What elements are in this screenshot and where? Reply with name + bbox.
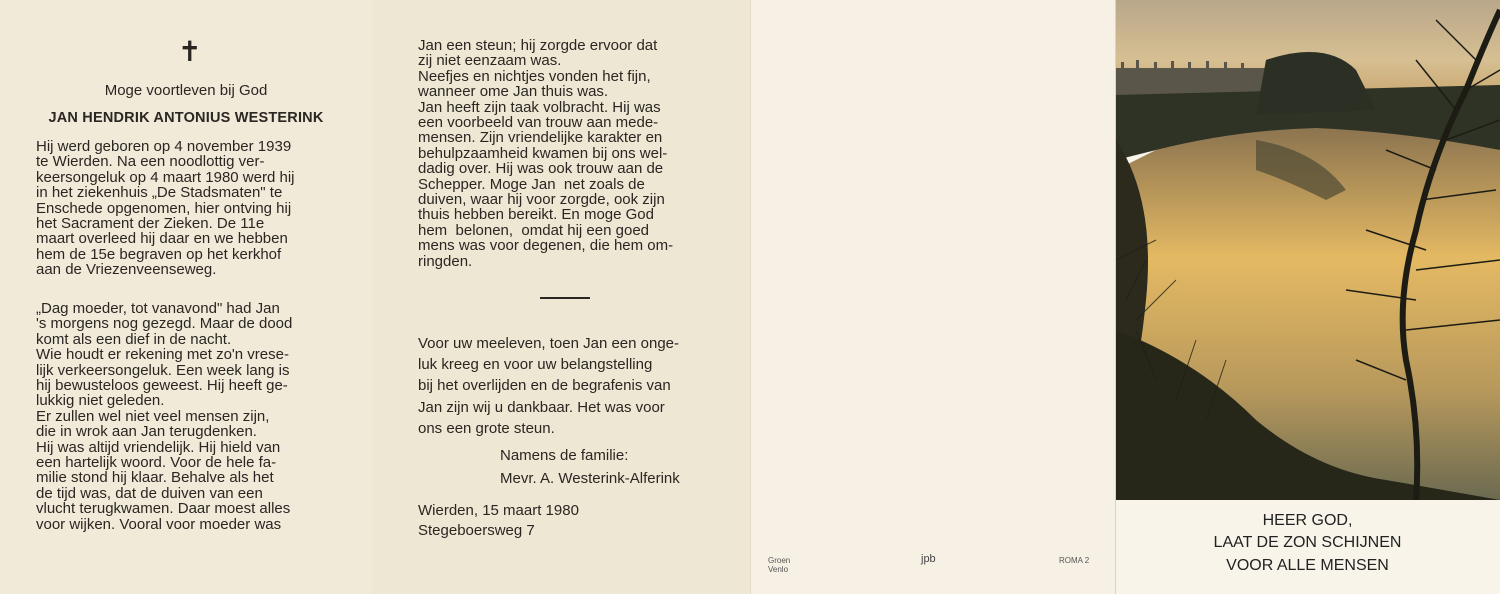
back-blank-panel — [750, 0, 1115, 594]
cover-verse-line: HEER GOD, — [1262, 512, 1353, 529]
deceased-name: JAN HENDRIK ANTONIUS WESTERINK — [48, 110, 324, 126]
sunset-river-photo — [1116, 0, 1500, 500]
publisher-imprint: Groen Venlo — [768, 556, 791, 574]
divider-line — [540, 297, 590, 299]
biography-paragraph: Hij werd geboren op 4 november 1939 te Wierden. Na een noodlottig ver- keersongeluk op 4 maart 1980 werd hij in het ziekenhuis „De Stadsmaten" te Enschede opgenomen, hier ontving hij het Sacrament der Zieken. De 11e maart overleed hij daar en we hebben hem de 15e begraven op het kerkhof aan de Vriezenveenseweg. — [36, 138, 295, 279]
intro-line: Moge voortleven bij God — [104, 82, 268, 99]
address: Stegeboersweg 7 — [418, 522, 535, 539]
thanks-paragraph: Voor uw meeleven, toen Jan een onge- luk kreeg en voor uw belangstelling bij het overlijden en de begrafenis van Jan zijn wij u dankbaar. Het was voor ons een grote steun. — [418, 335, 680, 437]
cover-verse-line: VOOR ALLE MENSEN — [1226, 557, 1389, 574]
place-date: Wierden, 15 maart 1980 — [418, 502, 579, 519]
printer-initials: jpb — [921, 553, 936, 565]
memory-continuation-paragraph: Jan een steun; hij zorgde ervoor dat zij niet eenzaam was. Neefjes en nichtjes vonden het fijn, wanneer ome Jan thuis was. Jan heeft zijn taak volbracht. Hij was een voorbeeld van trouw aan mede- mensen. Zijn vriendelijke karakter en behulpzaamheid kwamen bij ons wel- dadig over. Hij was ook trouw aan de Schepper. Moge Jan net zoals de duiven, waar hij voor zorgde, ook zijn thuis hebben bereikt. En moge God hem belonen, omdat hij een goed mens was voor degenen, die hem om- ringden. — [418, 37, 674, 270]
family-label: Namens de familie: — [500, 447, 629, 464]
cover-verse-line: LAAT DE ZON SCHIJNEN — [1213, 534, 1402, 551]
cross-icon: ✝ — [178, 35, 202, 68]
memory-paragraph: „Dag moeder, tot vanavond" had Jan 's morgens nog gezegd. Maar de dood komt als een dief in de nacht. Wie houdt er rekening met zo'n vrese- lijk verkeersongeluk. Een week lang is hij bewusteloos geweest. Hij heeft ge- lukkig niet geleden. Er zullen wel niet veel mensen zijn, die in wrok aan Jan terugdenken. Hij was altijd vriendelijk. Hij hield van een hartelijk woord. Voor de hele fa- milie stond hij klaar. Behalve als het de tijd was, dat de duiven van een vlucht terugkwamen. Daar moest alles voor wijken. Vooral voor moeder was — [36, 300, 293, 533]
card-code: ROMA 2 — [1059, 556, 1090, 565]
family-name: Mevr. A. Westerink-Alferink — [500, 470, 680, 487]
